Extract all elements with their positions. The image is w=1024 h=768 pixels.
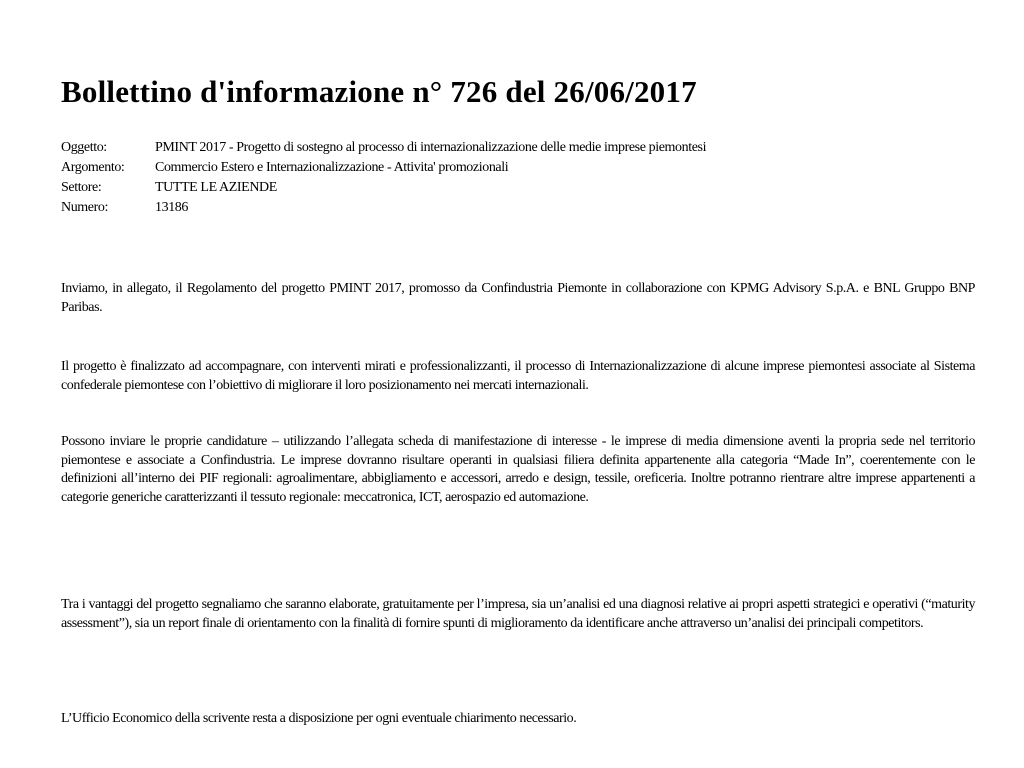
metadata-table xyxy=(61,138,706,218)
body-paragraph-eligibility: Possono inviare le proprie candidature – utilizzando l’allegata scheda di manifestazione di interesse - le imprese di media dimensione aventi la propria sede nel territorio piemontese e associate a Confindustria. Le imprese dovranno risultare operanti in qualsiasi filiera definita appartenente alla categoria “Made In”, coerentemente con le definizioni all’interno dei PIF regionali: agroalimentare, abbigliamento e accessori, arredo e design, tessile, oreficeria. Inoltre potranno rientrare altre imprese appartenenti a categorie generiche caratterizzanti il tessuto regionale: meccatronica, ICT, aerospazio ed automazione. xyxy=(61,434,975,505)
meta-row-settore xyxy=(61,178,706,198)
body-paragraph-benefits: Tra i vantaggi del progetto segnaliamo che saranno elaborate, gratuitamente per l’impresa, sia un’analisi ed una diagnosi relative ai propri aspetti strategici e operativi (“maturity assessment”), sia un report finale di orientamento con la finalità di fornire spunti di miglioramento da identificare anche attraverso un’analisi dei principali competitors. xyxy=(61,597,975,631)
meta-row-argomento xyxy=(61,158,706,178)
body-paragraph-contact: L’Ufficio Economico della scrivente resta a disposizione per ogni eventuale chiarimento necessario. xyxy=(61,711,577,726)
document-title: Bollettino d'informazione n° 726 del 26/06/2017 xyxy=(61,74,697,109)
meta-value: PMINT 2017 - Progetto di sostegno al processo di internazionalizzazione delle medie imprese piemontesi xyxy=(155,140,707,155)
meta-value: Commercio Estero e Internazionalizzazione - Attivita' promozionali xyxy=(155,160,509,175)
meta-value: TUTTE LE AZIENDE xyxy=(155,180,277,195)
meta-row-oggetto xyxy=(61,138,706,158)
meta-label: Settore: xyxy=(61,180,102,195)
meta-label: Argomento: xyxy=(61,160,125,175)
body-paragraph-purpose: Il progetto è finalizzato ad accompagnare, con interventi mirati e professionalizzanti, il processo di Internazionalizzazione di alcune imprese piemontesi associate al Sistema confederale piemontese con l’obiettivo di migliorare il loro posizionamento nei mercati internazionali. xyxy=(61,359,975,393)
meta-row-numero xyxy=(61,198,706,218)
meta-label: Oggetto: xyxy=(61,140,107,155)
meta-label: Numero: xyxy=(61,200,108,215)
body-paragraph-intro: Inviamo, in allegato, il Regolamento del progetto PMINT 2017, promosso da Confindustria Piemonte in collaborazione con KPMG Advisory S.p.A. e BNL Gruppo BNP Paribas. xyxy=(61,281,975,315)
meta-value: 13186 xyxy=(155,200,189,215)
